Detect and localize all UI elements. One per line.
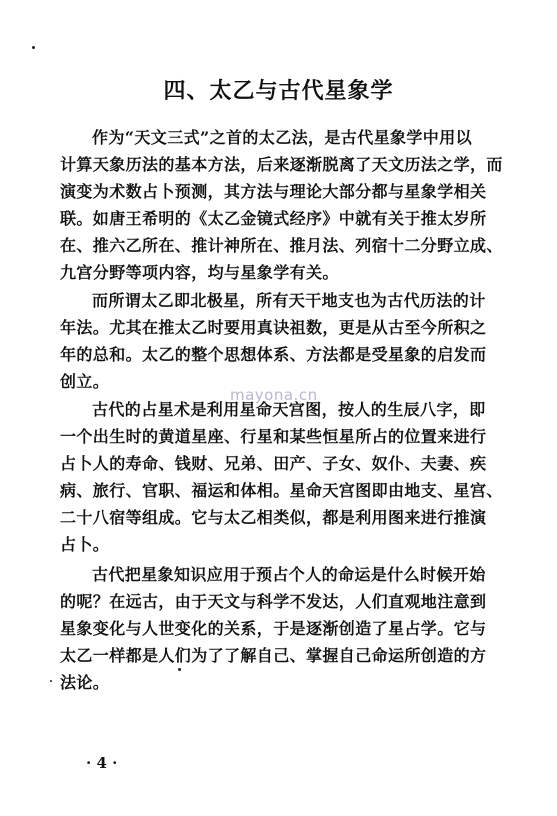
text-line: 二十八宿等组成。它与太乙相类似，都是利用图来进行推演 bbox=[60, 508, 487, 527]
page-number: · 4 · bbox=[86, 754, 118, 772]
text-line: 计算天象历法的基本方法，后来逐渐脱离了天文历法之学，而 bbox=[60, 155, 503, 174]
body-text bbox=[60, 124, 520, 696]
text-line: 创立。 bbox=[60, 372, 110, 391]
text-line: 古代把星象知识应用于预占个人的命运是什么时候开始 bbox=[92, 565, 486, 584]
text-line: 太乙一样都是人们为了了解自己、掌握自己命运所创造的方 bbox=[60, 646, 487, 665]
text-line: 九宫分野等项内容，均与星象学有关。 bbox=[60, 263, 339, 282]
text-line: 年的总和。太乙的整个思想体系、方法都是受星象的启发而 bbox=[60, 345, 487, 364]
text-line: 演变为术数占卜预测，其方法与理论大部分都与星象学相关 bbox=[60, 182, 487, 201]
text-line: 一个出生时的黄道星座、行星和某些恒星所占的位置来进行 bbox=[60, 427, 487, 446]
paragraph-1 bbox=[60, 124, 520, 286]
paragraph-3 bbox=[60, 396, 520, 558]
text-line: 而所谓太乙即北极星，所有天干地支也为古代历法的计 bbox=[92, 291, 486, 310]
text-line: 作为“天文三式”之首的太乙法，是古代星象学中用以 bbox=[92, 128, 473, 147]
scan-speck bbox=[50, 680, 52, 682]
paragraph-4 bbox=[60, 561, 520, 696]
text-line: 法论。 bbox=[60, 673, 110, 692]
text-line: 占卜人的寿命、钱财、兄弟、田产、子女、奴仆、夫妻、疾 bbox=[60, 454, 487, 473]
section-title: 四、太乙与古代星象学 bbox=[163, 78, 394, 104]
text-line: 的呢？在远古，由于天文与科学不发达，人们直观地注意到 bbox=[60, 592, 487, 611]
scan-speck bbox=[32, 46, 35, 49]
text-line: 在、推六乙所在、推计神所在、推月法、列宿十二分野立成、 bbox=[60, 236, 503, 255]
paragraph-2 bbox=[60, 287, 520, 395]
text-line: 病、旅行、官职、福运和体相。星命天宫图即由地支、星宫、 bbox=[60, 481, 503, 500]
watermark: mayona.cn bbox=[230, 386, 318, 404]
text-line: 星象变化与人世变化的关系，于是逐渐创造了星占学。它与 bbox=[60, 619, 487, 638]
text-line: 古代的占星术是利用星命天宫图，按人的生辰八字，即 bbox=[92, 400, 486, 419]
text-line: 年法。尤其在推太乙时要用真诀祖数，更是从古至今所积之 bbox=[60, 318, 487, 337]
text-line: 占卜。 bbox=[60, 535, 110, 554]
text-line: 联。如唐王希明的《太乙金镜式经序》中就有关于推太岁所 bbox=[60, 209, 487, 228]
